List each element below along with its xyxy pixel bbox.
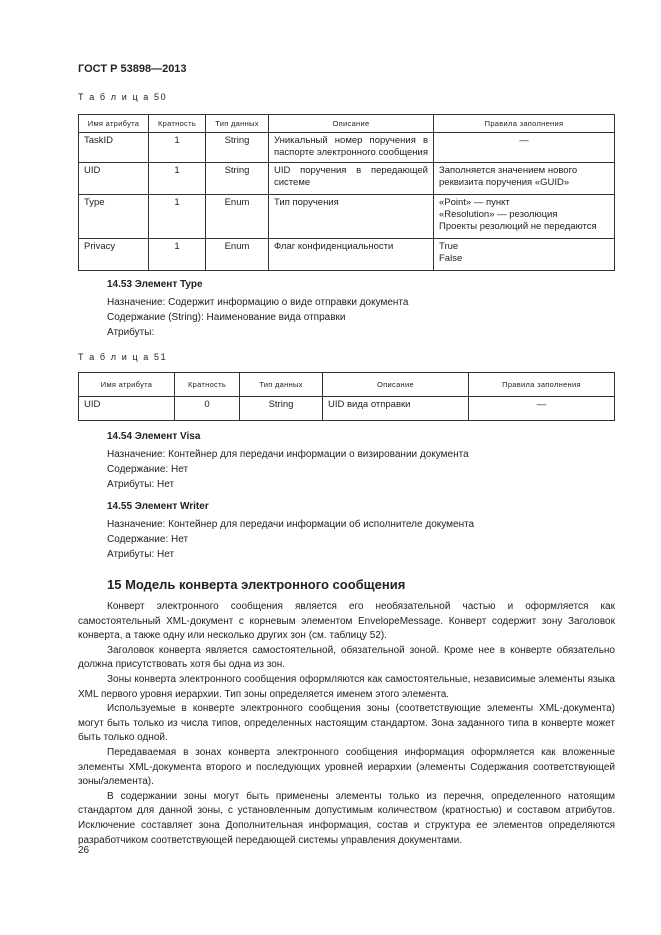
section-line: Назначение: Контейнер для передачи информации о визировании документа (107, 449, 469, 460)
section-14-54-title: 14.54 Элемент Visa (107, 431, 201, 442)
table-cell: — (469, 397, 615, 421)
table-cell: UID вида отправки (323, 397, 469, 421)
table-row (79, 163, 615, 195)
column-header: Описание (323, 373, 469, 397)
table-cell: 1 (149, 163, 206, 195)
table-cell: Privacy (79, 239, 149, 271)
table-cell: Enum (206, 195, 269, 239)
table-cell: String (206, 133, 269, 163)
paragraph: Зоны конверта электронного сообщения оформляются как самостоятельные, независимые элементы языка XML первого уровня иерархии. Тип зоны определяется именем этого элемента. (78, 673, 615, 700)
table-cell: String (206, 163, 269, 195)
table-50 (78, 114, 615, 271)
column-header: Описание (269, 115, 434, 133)
table-cell: UID (79, 163, 149, 195)
table-cell: Enum (206, 239, 269, 271)
section-line: Атрибуты: (107, 327, 155, 338)
table-cell: UID (79, 397, 175, 421)
table-cell: 1 (149, 195, 206, 239)
section-14-55-title: 14.55 Элемент Writer (107, 501, 209, 512)
column-header: Тип данных (240, 373, 323, 397)
table-cell: «Point» — пункт «Resolution» — резолюция Проекты резолюций не передаются (434, 195, 615, 239)
table-cell: True False (434, 239, 615, 271)
table-51-label: Т а б л и ц а 51 (78, 352, 168, 362)
paragraph: Заголовок конверта является самостоятельной, обязательной зоной. Кроме нее в конверте обязательно должна присутствовать хотя бы одна из зон. (78, 644, 615, 671)
table-cell: 1 (149, 133, 206, 163)
table-cell: Type (79, 195, 149, 239)
column-header: Правила заполнения (469, 373, 615, 397)
section-15-title: 15 Модель конверта электронного сообщения (107, 577, 406, 592)
column-header: Имя атрибута (79, 373, 175, 397)
section-14-53-title: 14.53 Элемент Type (107, 279, 203, 290)
table-row (79, 239, 615, 271)
column-header: Тип данных (206, 115, 269, 133)
section-line: Содержание (String): Наименование вида отправки (107, 312, 346, 323)
column-header: Правила заполнения (434, 115, 615, 133)
table-cell: UID поручения в передающей системе (269, 163, 434, 195)
table-cell: — (434, 133, 615, 163)
table-row (79, 133, 615, 163)
table-50-label: Т а б л и ц а 50 (78, 92, 168, 102)
table-cell: Тип поручения (269, 195, 434, 239)
table-cell: String (240, 397, 323, 421)
paragraph: Передаваемая в зонах конверта электронного сообщения информация оформляется как вложенные элементы XML-документа второго и последующих уровней иерархии (элементы Содержания соответствующей зоны/элемента). (78, 746, 615, 788)
section-15-body (78, 600, 615, 848)
paragraph: Используемые в конверте электронного сообщения зоны (соответствующие элементы XML-документа) могут быть только из числа типов, определенных настоящим стандартом. Зона заданного типа в конверте может быть только одной. (78, 703, 615, 744)
table-cell: Уникальный номер поручения в паспорте электронного сообщения (269, 133, 434, 163)
table-cell: Флаг конфиденциальности (269, 239, 434, 271)
paragraph: Конверт электронного сообщения является его необязательной частью и оформляется как самостоятельный XML-документ с корневым элементом EnvelopeMessage. Конверт содержит зону Заголовок конверта, а также одну или несколько других зон (см. таблицу 52). (78, 601, 615, 642)
section-line: Содержание: Нет (107, 464, 189, 475)
section-line: Назначение: Контейнер для передачи информации об исполнителе документа (107, 519, 475, 530)
column-header: Кратность (175, 373, 240, 397)
table-cell: TaskID (79, 133, 149, 163)
page-number: 26 (78, 845, 90, 856)
column-header: Имя атрибута (79, 115, 149, 133)
table-51 (78, 372, 615, 421)
table-row (79, 397, 615, 421)
document-header: ГОСТ Р 53898—2013 (78, 63, 187, 75)
column-header: Кратность (149, 115, 206, 133)
section-line: Атрибуты: Нет (107, 549, 175, 560)
paragraph: В содержании зоны могут быть применены элементы только из перечня, определенного натоящим стандартом для данной зоны, с установленным допустимым количеством (кратностью) и составом атрибутов. Исключение составляет зона Дополнительная информация, состав и структура ее элементов определяются разработчиком соответствующей передающей системы управления документами. (78, 790, 615, 846)
section-line: Содержание: Нет (107, 534, 189, 545)
table-row (79, 195, 615, 239)
section-line: Назначение: Содержит информацию о виде отправки документа (107, 297, 409, 308)
table-cell: 1 (149, 239, 206, 271)
table-cell: Заполняется значением нового реквизита поручения «GUID» (434, 163, 615, 195)
section-line: Атрибуты: Нет (107, 479, 175, 490)
table-cell: 0 (175, 397, 240, 421)
